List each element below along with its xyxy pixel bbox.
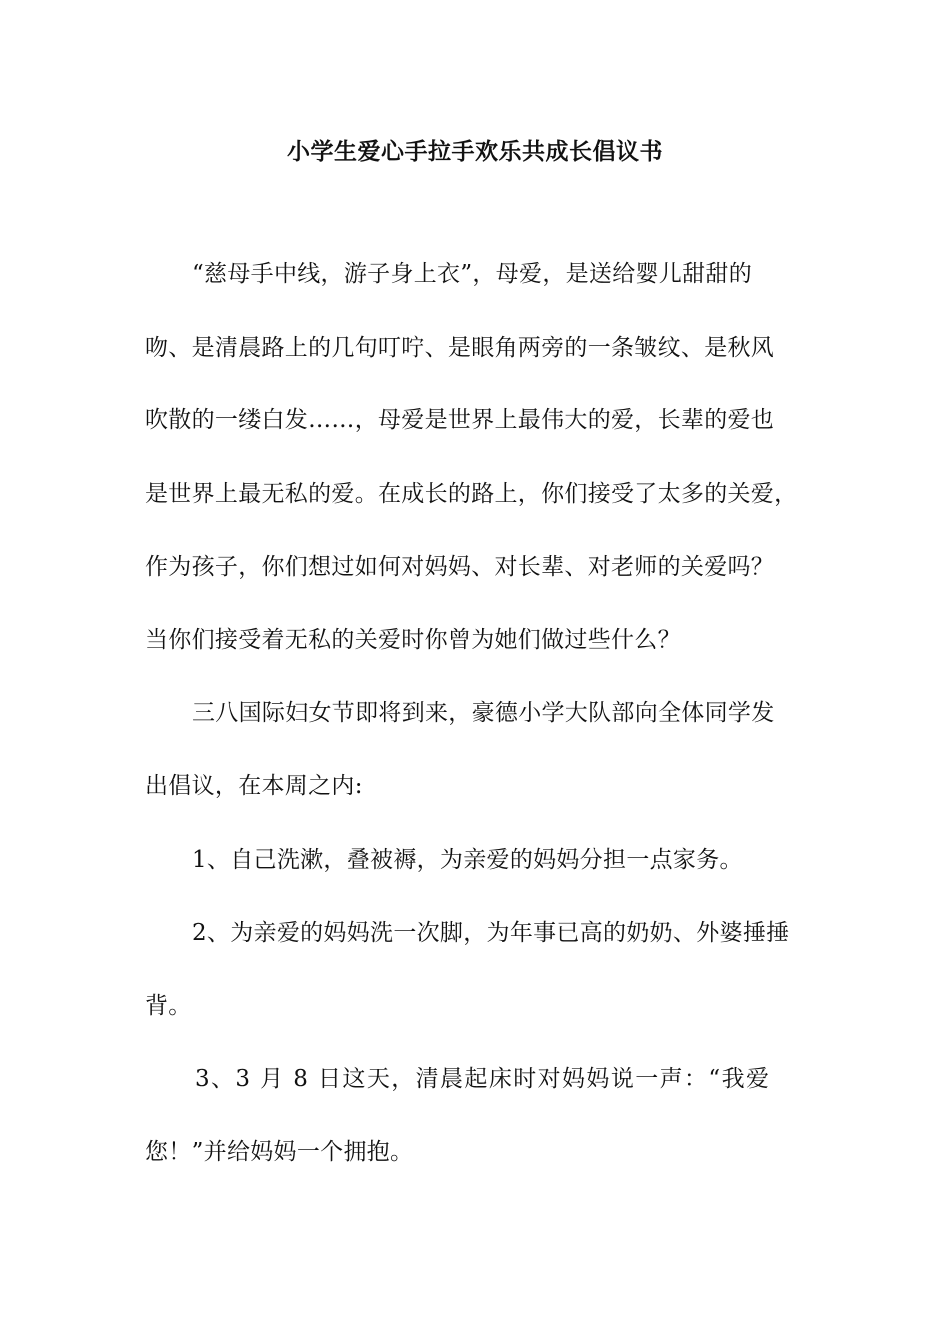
paragraph-1-line-6: 当你们接受着无私的关爱时你曾为她们做过些什么？ [145, 627, 681, 653]
paragraph-1-line-2: 吻、是清晨路上的几句叮咛、是眼角两旁的一条皱纹、是秋风 [145, 335, 775, 361]
document-title: 小学生爱心手拉手欢乐共成长倡议书 [287, 138, 663, 165]
paragraph-1-line-4: 是世界上最无私的爱。在成长的路上，你们接受了太多的关爱， [145, 481, 798, 507]
proposal-item-2-line-2: 背。 [145, 993, 192, 1019]
proposal-item-1: 1、自己洗漱，叠被褥，为亲爱的妈妈分担一点家务。 [192, 847, 743, 873]
paragraph-1-line-1: “慈母手中线，游子身上衣”，母爱，是送给婴儿甜甜的 [192, 261, 753, 287]
paragraph-2-line-2: 出倡议，在本周之内: [145, 773, 363, 799]
proposal-item-2-line-1: 2、为亲爱的妈妈洗一次脚，为年事已高的奶奶、外婆捶捶 [192, 920, 790, 946]
paragraph-1-line-5: 作为孩子，你们想过如何对妈妈、对长辈、对老师的关爱吗？ [145, 554, 775, 580]
paragraph-1-line-3: 吹散的一缕白发……，母爱是世界上最伟大的爱，长辈的爱也 [145, 407, 775, 433]
proposal-item-3-line-2: 您！”并给妈妈一个拥抱。 [145, 1139, 414, 1165]
paragraph-2-line-1: 三八国际妇女节即将到来，豪德小学大队部向全体同学发 [192, 700, 775, 726]
proposal-item-3-line-1: 3、3 月 8 日这天，清晨起床时对妈妈说一声：“我爱 [195, 1066, 771, 1092]
